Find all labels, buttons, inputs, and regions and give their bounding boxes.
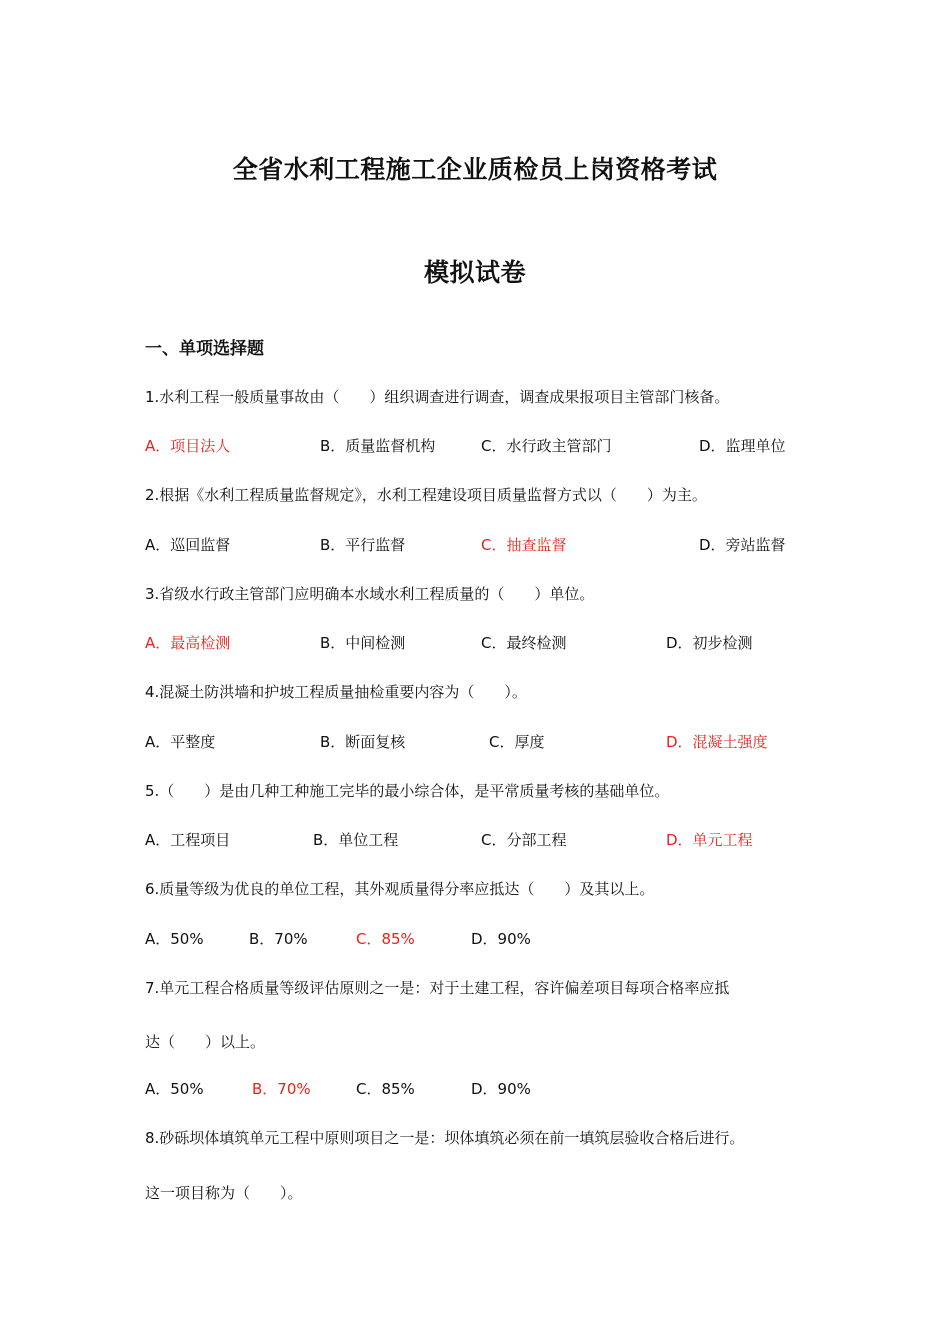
question-2-text: 2.根据《水利工程质量监督规定》，水利工程建设项目质量监督方式以（ ）为主。 (145, 486, 707, 504)
question-5-option-b: B．单位工程 (313, 831, 399, 849)
question-1-option-b: B．质量监督机构 (320, 437, 436, 455)
question-7-option-d: D．90% (471, 1080, 531, 1098)
question-6-option-d: D．90% (471, 930, 531, 948)
question-2-option-a: A．巡回监督 (145, 536, 231, 554)
question-3-option-b: B．中间检测 (320, 634, 406, 652)
question-5-option-d: D．单元工程 (666, 831, 753, 849)
exam-title: 全省水利工程施工企业质检员上岗资格考试 (232, 155, 718, 184)
question-6-option-c: C．85% (356, 930, 415, 948)
question-8-text: 8.砂砾坝体填筑单元工程中原则项目之一是：坝体填筑必须在前一填筑层验收合格后进行。 (145, 1129, 745, 1147)
question-7-option-a: A．50% (145, 1080, 204, 1098)
question-6-text: 6.质量等级为优良的单位工程，其外观质量得分率应抵达（ ）及其以上。 (145, 880, 655, 898)
question-7-option-b: B．70% (252, 1080, 311, 1098)
question-3-text: 3.省级水行政主管部门应明确本水域水利工程质量的（ ）单位。 (145, 585, 595, 603)
question-4-text: 4.混凝土防洪墙和护坡工程质量抽检重要内容为（ ）。 (145, 683, 527, 701)
question-1-option-c: C．水行政主管部门 (481, 437, 612, 455)
section-heading: 一、单项选择题 (145, 339, 264, 359)
question-3-option-d: D．初步检测 (666, 634, 753, 652)
question-7-text: 7.单元工程合格质量等级评估原则之一是：对于土建工程，容许偏差项目每项合格率应抵 (145, 979, 730, 997)
question-8-text-continued: 这一项目称为（ ）。 (145, 1184, 303, 1202)
question-4-option-d: D．混凝土强度 (666, 733, 768, 751)
question-6-option-b: B．70% (249, 930, 308, 948)
question-1-option-a: A．项目法人 (145, 437, 231, 455)
question-2-option-b: B．平行监督 (320, 536, 406, 554)
question-4-option-a: A．平整度 (145, 733, 216, 751)
question-5-text: 5.（ ）是由几种工种施工完毕的最小综合体，是平常质量考核的基础单位。 (145, 782, 670, 800)
question-7-option-c: C．85% (356, 1080, 415, 1098)
question-2-option-c: C．抽查监督 (481, 536, 567, 554)
question-2-option-d: D．旁站监督 (699, 536, 786, 554)
question-1-text: 1.水利工程一般质量事故由（ ）组织调查进行调查，调查成果报项目主管部门核备。 (145, 388, 730, 406)
question-6-option-a: A．50% (145, 930, 204, 948)
question-4-option-b: B．断面复核 (320, 733, 406, 751)
exam-subtitle: 模拟试卷 (423, 258, 526, 287)
question-5-option-c: C．分部工程 (481, 831, 567, 849)
question-4-option-c: C．厚度 (489, 733, 545, 751)
question-3-option-c: C．最终检测 (481, 634, 567, 652)
question-5-option-a: A．工程项目 (145, 831, 231, 849)
question-1-option-d: D．监理单位 (699, 437, 786, 455)
question-7-text-continued: 达（ ）以上。 (145, 1033, 266, 1051)
question-3-option-a: A．最高检测 (145, 634, 231, 652)
